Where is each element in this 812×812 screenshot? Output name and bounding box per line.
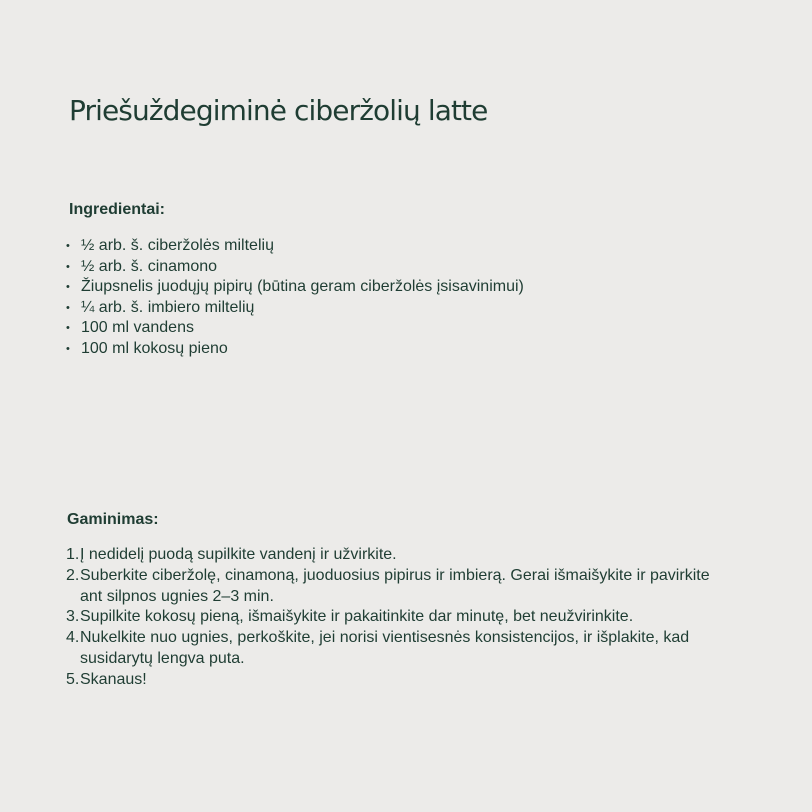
step-text: Skanaus!	[80, 670, 147, 688]
preparation-step	[66, 670, 726, 691]
step-number: 3.	[66, 608, 80, 626]
ingredients-list	[66, 236, 524, 360]
ingredient-item: • 100 ml vandens	[66, 318, 524, 339]
preparation-heading: Gaminimas:	[67, 511, 159, 528]
step-text: Suberkite ciberžolę, cinamoną, juoduosius pipirus ir imbierą. Gerai išmaišykite ir pavirkite ant silpnos ugnies 2–3 min.	[80, 566, 710, 605]
preparation-step	[66, 545, 726, 566]
preparation-steps	[66, 545, 726, 691]
preparation-step	[66, 628, 726, 670]
step-number: 4.	[66, 629, 80, 647]
step-number: 1.	[66, 546, 80, 563]
step-text: Į nedidelį puodą supilkite vandenį ir užvirkite.	[80, 546, 397, 563]
step-number: 2.	[66, 566, 80, 584]
ingredient-item: • ½ arb. š. cinamono	[66, 257, 524, 278]
ingredients-heading: Ingredientai:	[69, 201, 166, 218]
ingredient-item: • Žiupsnelis juodųjų pipirų (būtina geram ciberžolės įsisavinimui)	[66, 277, 524, 298]
preparation-step	[66, 566, 726, 608]
step-number: 5.	[66, 670, 80, 688]
step-text: Supilkite kokosų pieną, išmaišykite ir pakaitinkite dar minutę, bet neužvirinkite.	[80, 608, 634, 626]
ingredient-item: • ½ arb. š. ciberžolės miltelių	[66, 236, 524, 257]
step-text: Nukelkite nuo ugnies, perkoškite, jei norisi vientisesnės konsistencijos, ir išplakite, kad susidarytų lengva puta.	[80, 629, 690, 667]
ingredient-item: • 100 ml kokosų pieno	[66, 339, 524, 360]
ingredient-item: • ¼ arb. š. imbiero miltelių	[66, 298, 524, 319]
preparation-step	[66, 607, 726, 628]
recipe-title: Priešuždegiminė ciberžolių latte	[69, 94, 488, 127]
